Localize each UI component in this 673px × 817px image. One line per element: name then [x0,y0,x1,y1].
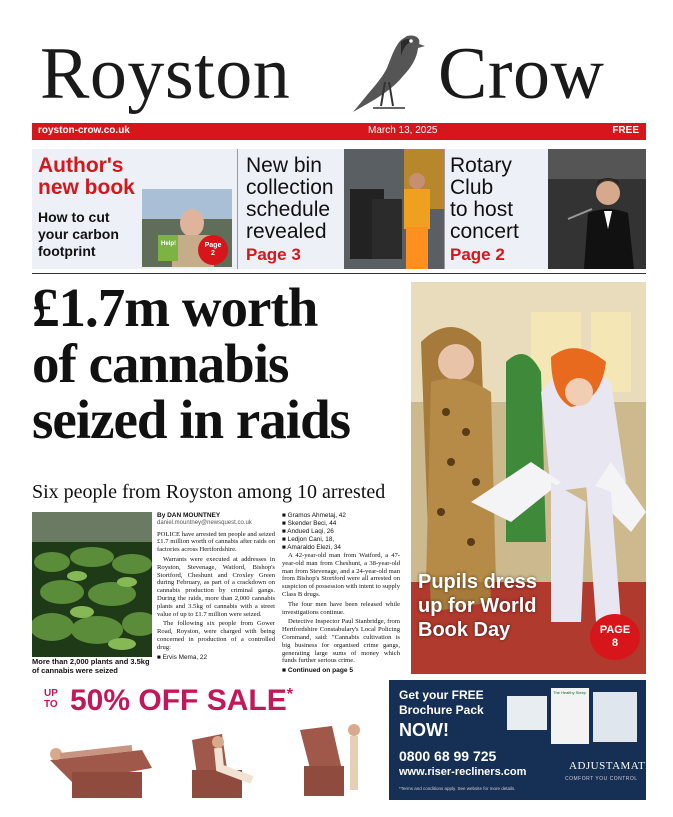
teaser-sub-2: your carbon [38,226,119,242]
headline-line-3: seized in raids [32,389,351,450]
ad-terms: *Terms and conditions apply. See website for more details. [399,786,516,791]
ad-phone[interactable]: 0800 68 99 725 [399,748,497,764]
brochure-image-2 [551,688,589,744]
teaser3-page: Page 2 [450,245,505,264]
crow-logo-icon [345,28,435,118]
brochure-image-3 [593,692,637,742]
teaser2-title-1: New bin [246,154,322,177]
arrest-list-item: ■ Ervis Mema, 22 [157,653,208,661]
teaser3-title-1: Rotary [450,154,512,177]
teaser2-page: Page 3 [246,245,301,264]
page-badge-number: 2 [211,250,215,257]
website-link[interactable]: royston-crow.co.uk [38,125,130,136]
story-paragraph: The four men have been released while investigations continue. [282,600,400,616]
bin-photo [344,149,444,269]
photo-story-caption [418,570,588,642]
page-headline [32,277,402,450]
photo-caption-line-3: Book Day [418,619,511,641]
page-badge-word: Page [204,242,222,249]
teaser-divider [237,149,238,269]
photo-caption-line-1: Pupils dress [418,571,537,593]
masthead-crow: Crow [438,33,605,115]
page-badge-2 [198,235,228,265]
teaser-rotary-concert[interactable] [446,149,646,269]
teaser-sub-1: How to cut [38,209,110,225]
teaser-author-book[interactable] [32,149,235,269]
arrest-list-item: ■ Amaraldo Elezi, 34 [282,544,341,551]
teaser3-title-3: to host [450,198,514,221]
sale-advert[interactable] [32,680,382,800]
date-bar [32,123,646,140]
ad-line-3: NOW! [399,720,449,740]
teaser-bin-schedule[interactable] [240,149,443,269]
masthead-royston: Royston [40,33,291,115]
subheadline: Six people from Royston among 10 arrested [32,481,386,503]
author-email[interactable]: daniel.mountney@newsquest.co.uk [157,519,252,526]
price-label: FREE [612,125,639,136]
arrest-list-item: ■ Gramos Ahmetaj, 42 [282,512,346,519]
sale-percent: 50% OFF SALE* [70,684,293,717]
story-paragraph: POLICE have arrested ten people and seized £1.7 million worth of cannabis after raids on factories across Hertfordshire. [157,530,275,554]
sale-up: UP [44,688,58,699]
story-paragraph: Detective Inspector Paul Stanbridge, from Hertfordshire Constabulary's Local Policing Command, said: "Cannabis cultivation is big business for organised crime gangs, generating large sums of money which funds further serious crime. [282,618,400,665]
brochure-image-1 [507,696,547,730]
issue-date: March 13, 2025 [368,125,438,136]
teaser3-title-2: Club [450,176,494,199]
brochure-advert[interactable] [389,680,658,800]
story-paragraph: The following six people from Gower Road, Royston, were charged with being concerned in production of a controlled drug: [157,620,275,651]
ad-line-1: Get your FREE [399,688,484,702]
teaser2-title-2: collection [246,176,334,199]
teaser-sub-3: footprint [38,243,96,259]
page-badge-word: PAGE [599,624,631,636]
byline: By DAN MOUNTNEY [157,512,221,519]
headline-line-1: £1.7m worth [32,277,318,338]
teaser-title-2: new book [38,176,135,199]
rule [32,273,646,274]
story-paragraph: A 42-year-old man from Watford, a 47-year-old man from Cheshunt, a 38-year-old man from Stevenage, and a 24-year-old man from Bishop's Stortford were all arrested on suspicion of possession with intent to supply Class B drugs. [282,552,400,598]
ad-line-2: Brochure Pack [399,703,484,717]
teaser3-title-4: concert [450,220,519,243]
book-title-label: Help! [161,241,176,247]
booklet-title: The Healthy Sleep [553,690,586,695]
rotary-photo [548,149,646,269]
ad-website[interactable]: www.riser-recliners.com [399,766,527,778]
story-paragraph: Warrants were executed at addresses in Royston, Stevenage, Watford, Bishop's Stortford, Cheshunt and Croxley Green during February, as part of a crackdown on cannabis production by criminal gangs. During the raids, more than 2,000 cannabis plants and 3.5kg of cannabis with a street value of up to £1.7 million were seized. [157,555,275,618]
brand-tagline: COMFORT YOU CONTROL [565,776,638,782]
photo-caption-line-2: up for World [418,595,537,617]
arrest-list-item: ■ Andued Laqi, 26 [282,528,334,535]
teaser2-title-4: revealed [246,220,327,243]
masthead [0,28,673,118]
arrest-list-item: ■ Ledjon Cani, 18, [282,536,335,543]
page-badge-number: 8 [611,637,619,649]
headline-line-2: of cannabis [32,333,289,394]
continued-link[interactable]: ■ Continued on page 5 [282,667,354,675]
arrest-list-item: ■ Skender Beci, 44 [282,520,337,527]
recliner-chairs-image [32,720,382,800]
teaser-title-1: Author's [38,154,124,177]
photo-caption: More than 2,000 plants and 3.5kg of cannabis were seized [32,657,150,675]
story-column-2 [282,512,400,675]
story-column-1 [157,512,275,662]
page-8-badge[interactable] [590,614,640,660]
cannabis-photo [32,512,152,657]
sale-to: TO [44,699,58,710]
sale-upto [44,688,58,710]
adjustamatic-logo: ADJUSTAMATIC [569,760,658,772]
teaser-divider [444,149,445,269]
teaser-strip [32,149,646,269]
teaser2-title-3: schedule [246,198,331,221]
